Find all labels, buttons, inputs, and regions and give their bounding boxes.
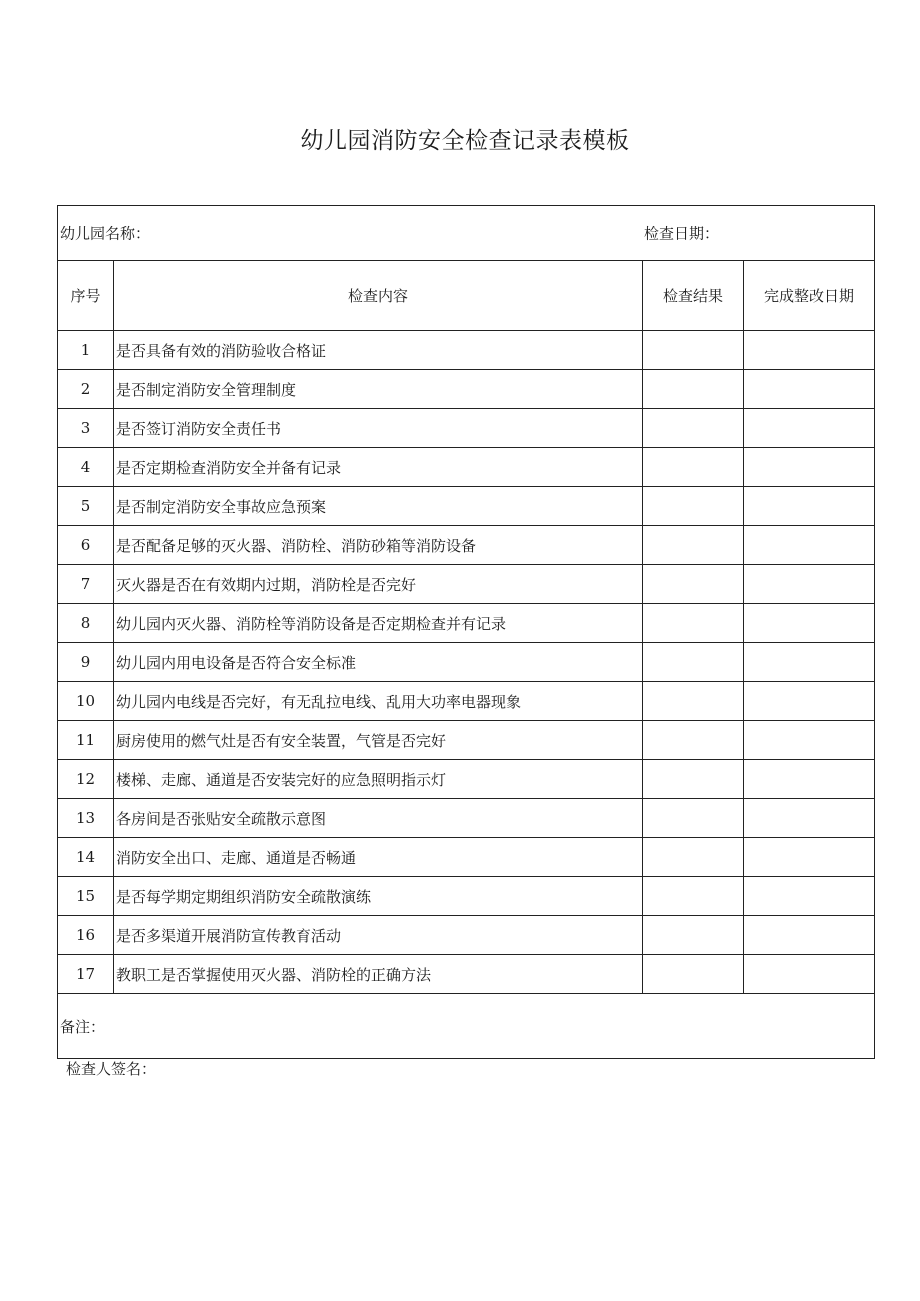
row-result-field[interactable] bbox=[643, 487, 744, 526]
row-result-field[interactable] bbox=[643, 409, 744, 448]
row-fix-date-field[interactable] bbox=[744, 370, 875, 409]
table-row bbox=[58, 838, 875, 877]
row-number: 15 bbox=[58, 877, 114, 916]
row-fix-date-field[interactable] bbox=[744, 448, 875, 487]
row-fix-date-field[interactable] bbox=[744, 916, 875, 955]
page-title: 幼儿园消防安全检查记录表模板 bbox=[300, 128, 630, 154]
row-result-field[interactable] bbox=[643, 955, 744, 994]
row-result-field[interactable] bbox=[643, 877, 744, 916]
row-fix-date-field[interactable] bbox=[744, 721, 875, 760]
row-fix-date-field[interactable] bbox=[744, 604, 875, 643]
table-row bbox=[58, 409, 875, 448]
remarks-cell: 备注： bbox=[58, 994, 875, 1059]
row-check-item: 灭火器是否在有效期内过期，消防栓是否完好 bbox=[114, 565, 643, 604]
table-row bbox=[58, 721, 875, 760]
table-row bbox=[58, 682, 875, 721]
row-result-field[interactable] bbox=[643, 721, 744, 760]
row-fix-date-field[interactable] bbox=[744, 643, 875, 682]
row-check-item: 是否制定消防安全事故应急预案 bbox=[114, 487, 643, 526]
row-check-item: 是否定期检查消防安全并备有记录 bbox=[114, 448, 643, 487]
row-result-field[interactable] bbox=[643, 526, 744, 565]
row-result-field[interactable] bbox=[643, 643, 744, 682]
row-result-field[interactable] bbox=[643, 682, 744, 721]
inspection-date-label: 检查日期： bbox=[644, 224, 720, 243]
row-number: 2 bbox=[58, 370, 114, 409]
inspector-signature-label: 检查人签名： bbox=[66, 1060, 157, 1078]
row-check-item: 是否具备有效的消防验收合格证 bbox=[114, 331, 643, 370]
row-result-field[interactable] bbox=[643, 370, 744, 409]
table-row bbox=[58, 487, 875, 526]
table-row bbox=[58, 565, 875, 604]
row-number: 10 bbox=[58, 682, 114, 721]
row-number: 8 bbox=[58, 604, 114, 643]
row-fix-date-field[interactable] bbox=[744, 799, 875, 838]
row-fix-date-field[interactable] bbox=[744, 877, 875, 916]
row-number: 17 bbox=[58, 955, 114, 994]
table-row bbox=[58, 877, 875, 916]
row-check-item: 是否多渠道开展消防宣传教育活动 bbox=[114, 916, 643, 955]
header-row bbox=[58, 261, 875, 331]
row-check-item: 幼儿园内电线是否完好，有无乱拉电线、乱用大功率电器现象 bbox=[114, 682, 643, 721]
meta-row bbox=[58, 206, 875, 261]
remarks-row bbox=[58, 994, 875, 1059]
row-check-item: 消防安全出口、走廊、通道是否畅通 bbox=[114, 838, 643, 877]
row-number: 13 bbox=[58, 799, 114, 838]
table-row bbox=[58, 604, 875, 643]
row-check-item: 各房间是否张贴安全疏散示意图 bbox=[114, 799, 643, 838]
row-fix-date-field[interactable] bbox=[744, 409, 875, 448]
row-check-item: 是否配备足够的灭火器、消防栓、消防砂箱等消防设备 bbox=[114, 526, 643, 565]
row-fix-date-field[interactable] bbox=[744, 955, 875, 994]
row-result-field[interactable] bbox=[643, 916, 744, 955]
row-number: 11 bbox=[58, 721, 114, 760]
table-row bbox=[58, 760, 875, 799]
row-result-field[interactable] bbox=[643, 799, 744, 838]
table-row bbox=[58, 916, 875, 955]
table-row bbox=[58, 526, 875, 565]
table-row bbox=[58, 643, 875, 682]
row-check-item: 厨房使用的燃气灶是否有安全装置，气管是否完好 bbox=[114, 721, 643, 760]
row-check-item: 教职工是否掌握使用灭火器、消防栓的正确方法 bbox=[114, 955, 643, 994]
row-fix-date-field[interactable] bbox=[744, 682, 875, 721]
row-check-item: 幼儿园内用电设备是否符合安全标准 bbox=[114, 643, 643, 682]
row-result-field[interactable] bbox=[643, 565, 744, 604]
meta-cell bbox=[58, 206, 875, 261]
row-number: 1 bbox=[58, 331, 114, 370]
header-fix-date: 完成整改日期 bbox=[744, 261, 875, 331]
table-row bbox=[58, 448, 875, 487]
row-fix-date-field[interactable] bbox=[744, 487, 875, 526]
row-result-field[interactable] bbox=[643, 331, 744, 370]
header-no: 序号 bbox=[58, 261, 114, 331]
row-number: 6 bbox=[58, 526, 114, 565]
row-result-field[interactable] bbox=[643, 604, 744, 643]
row-number: 12 bbox=[58, 760, 114, 799]
row-number: 7 bbox=[58, 565, 114, 604]
row-fix-date-field[interactable] bbox=[744, 331, 875, 370]
row-number: 9 bbox=[58, 643, 114, 682]
row-result-field[interactable] bbox=[643, 760, 744, 799]
row-number: 5 bbox=[58, 487, 114, 526]
row-fix-date-field[interactable] bbox=[744, 838, 875, 877]
row-number: 14 bbox=[58, 838, 114, 877]
header-result: 检查结果 bbox=[643, 261, 744, 331]
table-row bbox=[58, 331, 875, 370]
row-number: 3 bbox=[58, 409, 114, 448]
row-check-item: 是否制定消防安全管理制度 bbox=[114, 370, 643, 409]
row-check-item: 楼梯、走廊、通道是否安装完好的应急照明指示灯 bbox=[114, 760, 643, 799]
row-check-item: 是否每学期定期组织消防安全疏散演练 bbox=[114, 877, 643, 916]
row-number: 16 bbox=[58, 916, 114, 955]
row-check-item: 幼儿园内灭火器、消防栓等消防设备是否定期检查并有记录 bbox=[114, 604, 643, 643]
row-result-field[interactable] bbox=[643, 448, 744, 487]
kindergarten-name-label: 幼儿园名称： bbox=[60, 224, 151, 243]
header-content: 检查内容 bbox=[114, 261, 643, 331]
row-number: 4 bbox=[58, 448, 114, 487]
row-fix-date-field[interactable] bbox=[744, 565, 875, 604]
inspection-table bbox=[57, 205, 875, 1059]
row-check-item: 是否签订消防安全责任书 bbox=[114, 409, 643, 448]
table-row bbox=[58, 370, 875, 409]
row-fix-date-field[interactable] bbox=[744, 526, 875, 565]
table-row bbox=[58, 799, 875, 838]
row-result-field[interactable] bbox=[643, 838, 744, 877]
row-fix-date-field[interactable] bbox=[744, 760, 875, 799]
table-row bbox=[58, 955, 875, 994]
